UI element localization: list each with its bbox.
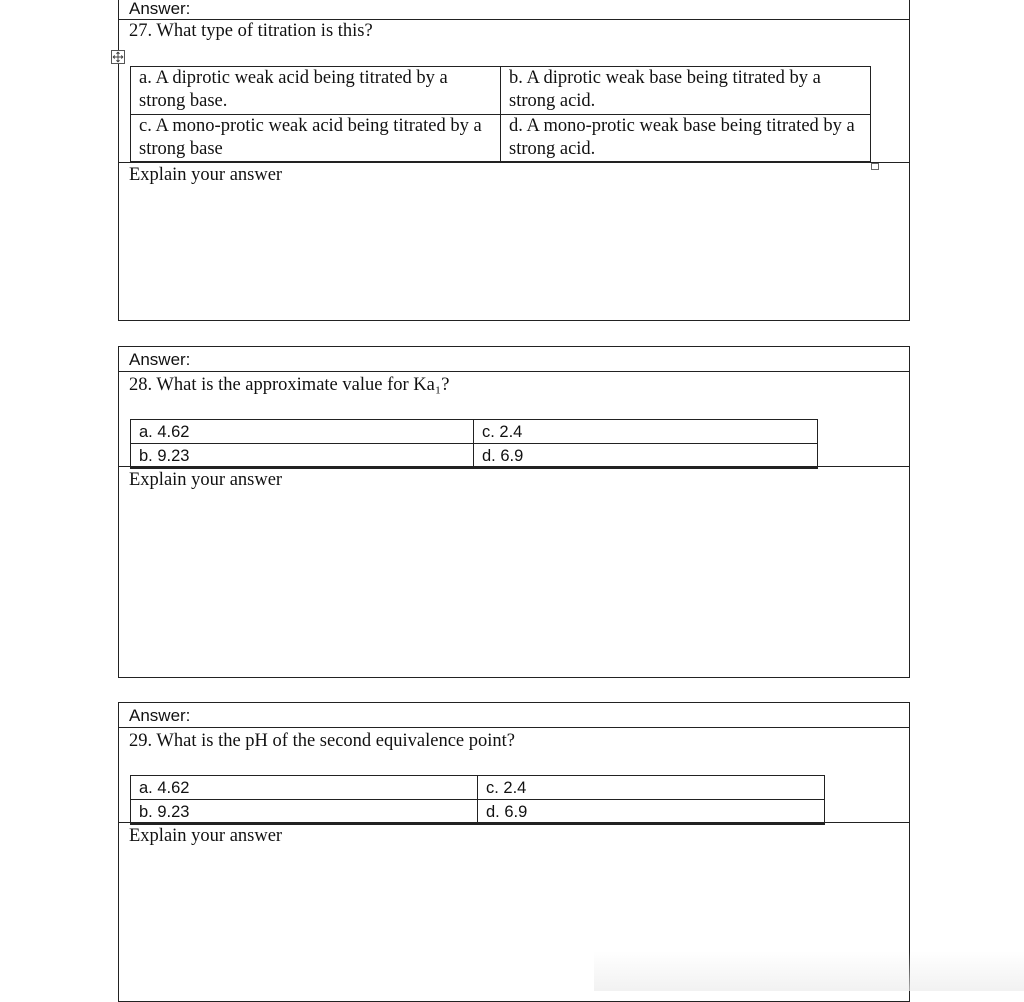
answer-field-27[interactable] [119,0,909,20]
option-a[interactable]: a. A diprotic weak acid being titrated by a strong base. [131,67,501,115]
divider [119,822,909,823]
option-d[interactable]: d. A mono-protic weak base being titrated by a strong acid. [501,115,871,163]
table-resize-handle-icon[interactable] [871,163,879,170]
option-b[interactable]: b. A diprotic weak base being titrated by a strong acid. [501,67,871,115]
answer-label: Answer: [129,0,191,18]
option-c[interactable]: c. 2.4 [474,420,818,444]
answer-field-28[interactable] [119,347,909,372]
question-27-options-table [130,66,871,163]
option-c[interactable]: c. A mono-protic weak acid being titrated by a strong base [131,115,501,163]
option-a[interactable]: a. 4.62 [131,420,474,444]
table-move-handle-icon[interactable] [111,50,125,64]
question-29-block [118,702,910,1002]
answer-label: Answer: [129,350,191,369]
question-28-block [118,346,910,678]
question-28-options-table [130,419,818,469]
option-b[interactable]: b. 9.23 [131,800,478,825]
question-29-prompt: 29. What is the pH of the second equivalence point? [129,731,515,751]
option-d[interactable]: d. 6.9 [474,444,818,469]
answer-label: Answer: [129,706,191,725]
question-29-options-table [130,775,825,825]
question-28-prompt: 28. What is the approximate value for Ka₁? [129,375,450,395]
option-a[interactable]: a. 4.62 [131,776,478,800]
answer-field-29[interactable] [119,703,909,728]
question-27-block [118,0,910,321]
divider [119,466,909,467]
option-d[interactable]: d. 6.9 [478,800,825,825]
explain-label: Explain your answer [129,470,283,490]
option-b[interactable]: b. 9.23 [131,444,474,469]
divider [119,162,909,163]
explain-label: Explain your answer [129,826,283,846]
option-c[interactable]: c. 2.4 [478,776,825,800]
question-27-prompt: 27. What type of titration is this? [129,21,373,41]
explain-label: Explain your answer [129,165,283,185]
